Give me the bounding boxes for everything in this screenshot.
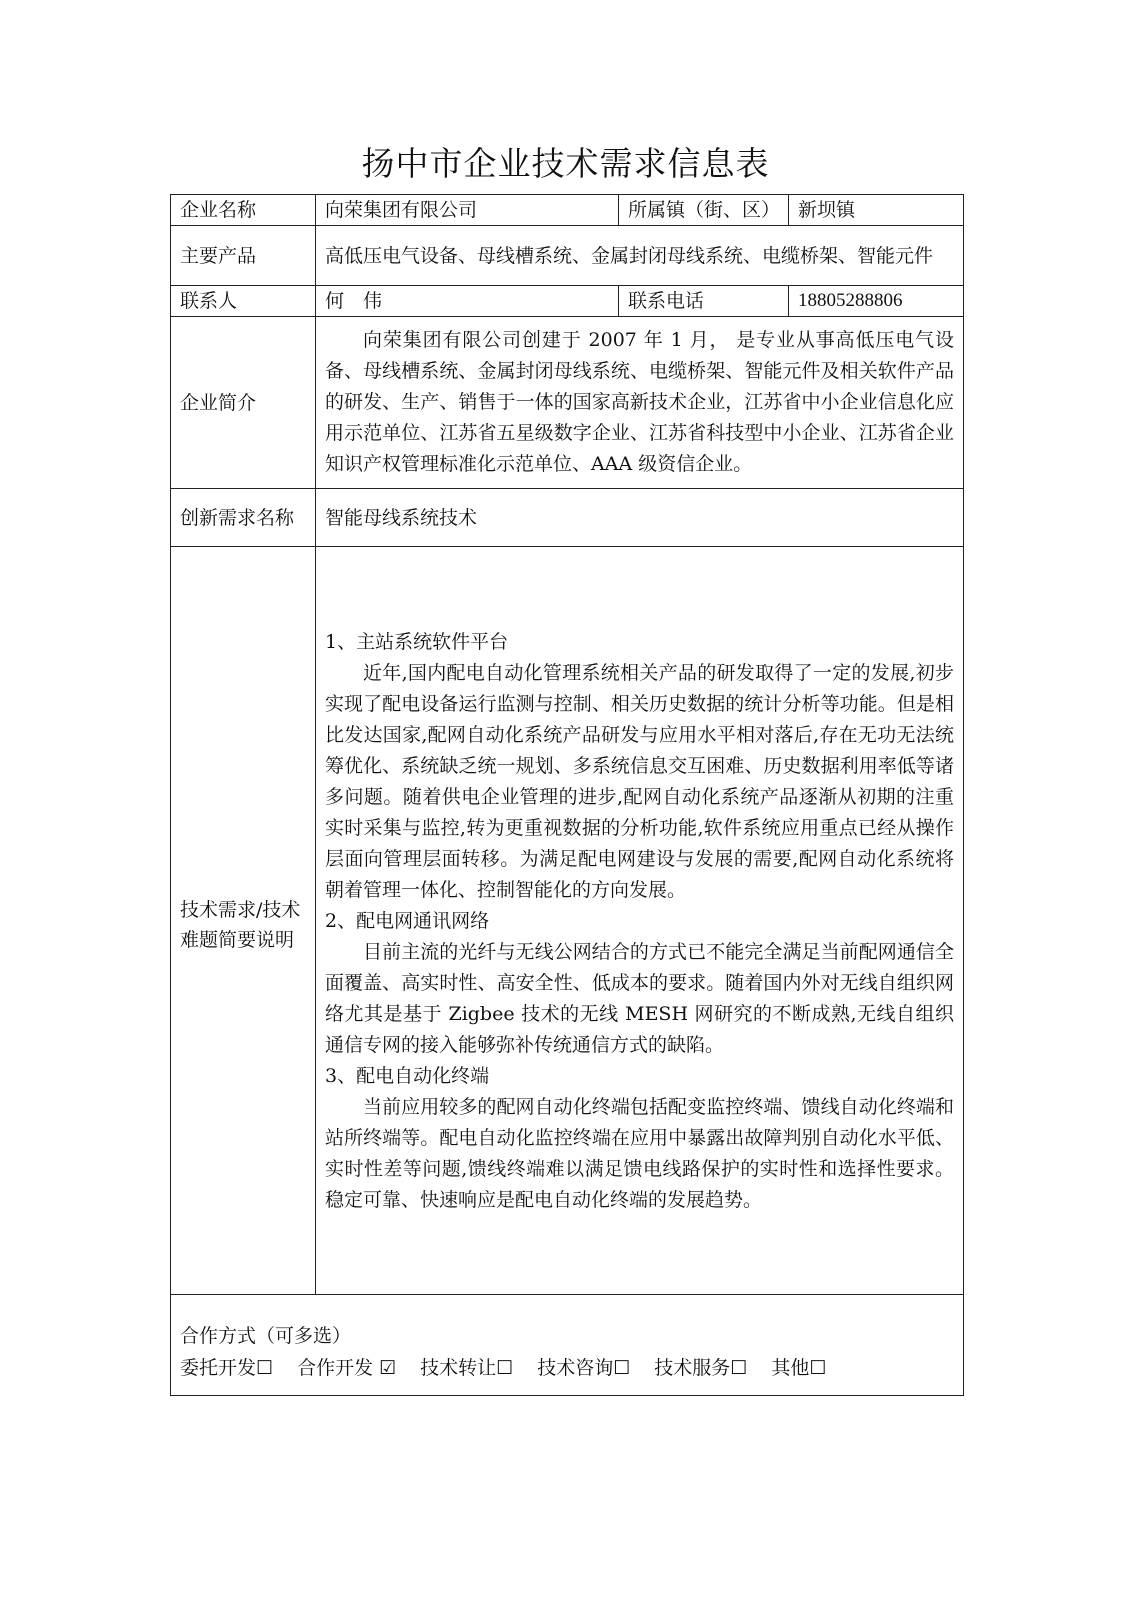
tech-row bbox=[171, 547, 964, 1295]
page-title: 扬中市企业技术需求信息表 bbox=[361, 144, 770, 183]
checkbox-icon[interactable]: ☐ bbox=[730, 1357, 748, 1379]
info-table bbox=[170, 194, 964, 1396]
checkbox-checked-icon[interactable]: ☑ bbox=[379, 1357, 397, 1379]
tech-label: 技术需求/技术难题简要说明 bbox=[171, 547, 316, 1295]
tech-cell bbox=[316, 547, 964, 1295]
contact-phone-label: 联系电话 bbox=[619, 286, 789, 317]
company-name-value: 向荣集团有限公司 bbox=[316, 195, 619, 226]
town-label: 所属镇（街、区） bbox=[619, 195, 789, 226]
option-label: 技术服务 bbox=[654, 1357, 731, 1379]
profile-cell bbox=[316, 317, 964, 489]
profile-text: 向荣集团有限公司创建于 2007 年 1 月， 是专业从事高低压电气设备、母线槽系统、金属封闭母线系统、电缆桥架、智能元件及相关软件产品的研发、生产、销售于一体的国家高新技术企业，江苏省中小企业信息化应用示范单位、江苏省五星级数字企业、江苏省科技型中小企业、江苏省企业知识产权管理标准化示范单位、AAA 级资信企业。 bbox=[325, 329, 954, 475]
demand-name-value: 智能母线系统技术 bbox=[316, 489, 964, 547]
checkbox-icon[interactable]: ☐ bbox=[256, 1357, 274, 1379]
town-value: 新坝镇 bbox=[789, 195, 964, 226]
checkbox-icon[interactable]: ☐ bbox=[613, 1357, 631, 1379]
option-joint-development[interactable] bbox=[297, 1353, 396, 1383]
contact-phone-value: 18805288806 bbox=[789, 286, 964, 317]
cooperation-options bbox=[180, 1353, 954, 1383]
products-row bbox=[171, 226, 964, 286]
company-name-label: 企业名称 bbox=[171, 195, 316, 226]
contact-person-label: 联系人 bbox=[171, 286, 316, 317]
option-label: 合作开发 bbox=[297, 1357, 380, 1379]
cooperation-cell bbox=[171, 1295, 964, 1396]
checkbox-icon[interactable]: ☐ bbox=[809, 1357, 827, 1379]
tech-section-heading: 1、主站系统软件平台 bbox=[325, 631, 509, 653]
company-row bbox=[171, 195, 964, 226]
tech-section-body: 近年,国内配电自动化管理系统相关产品的研发取得了一定的发展,初步实现了配电设备运行监测与控制、相关历史数据的统计分析等功能。但是相比发达国家,配网自动化系统产品研发与应用水平相对落后,存在无功无法统筹优化、系统缺乏统一规划、多系统信息交互困难、历史数据利用率低等诸多问题。随着供电企业管理的进步,配网自动化系统产品逐渐从初期的注重实时采集与监控,转为更重视数据的分析功能,软件系统应用重点已经从操作层面向管理层面转移。为满足配电网建设与发展的需要,配网自动化系统将朝着管理一体化、控制智能化的方向发展。 bbox=[325, 662, 954, 901]
tech-section-body: 当前应用较多的配网自动化终端包括配变监控终端、馈线自动化终端和站所终端等。配电自动化监控终端在应用中暴露出故障判别自动化水平低、实时性差等问题,馈线终端难以满足馈电线路保护的实时性和选择性要求。稳定可靠、快速响应是配电自动化终端的发展趋势。 bbox=[325, 1096, 954, 1211]
profile-label: 企业简介 bbox=[171, 317, 316, 489]
contact-person-value: 何 伟 bbox=[316, 286, 619, 317]
option-entrusted-development[interactable] bbox=[180, 1353, 273, 1383]
option-label: 委托开发 bbox=[180, 1357, 257, 1379]
option-technology-transfer[interactable] bbox=[420, 1353, 513, 1383]
cooperation-row bbox=[171, 1295, 964, 1396]
contact-row bbox=[171, 286, 964, 317]
products-value: 高低压电气设备、母线槽系统、金属封闭母线系统、电缆桥架、智能元件 bbox=[316, 226, 964, 286]
demand-row bbox=[171, 489, 964, 547]
profile-row bbox=[171, 317, 964, 489]
option-label: 技术咨询 bbox=[537, 1357, 614, 1379]
products-label: 主要产品 bbox=[171, 226, 316, 286]
option-technical-consulting[interactable] bbox=[537, 1353, 630, 1383]
option-technical-service[interactable] bbox=[654, 1353, 747, 1383]
checkbox-icon[interactable]: ☐ bbox=[496, 1357, 514, 1379]
demand-name-label: 创新需求名称 bbox=[171, 489, 316, 547]
cooperation-label: 合作方式（可多选） bbox=[180, 1325, 352, 1347]
option-label: 技术转让 bbox=[420, 1357, 497, 1379]
tech-section-heading: 3、配电自动化终端 bbox=[325, 1065, 490, 1087]
tech-section-heading: 2、配电网通讯网络 bbox=[325, 910, 490, 932]
option-other[interactable] bbox=[771, 1353, 826, 1383]
tech-section-body: 目前主流的光纤与无线公网结合的方式已不能完全满足当前配网通信全面覆盖、高实时性、高安全性、低成本的要求。随着国内外对无线自组织网络尤其是基于 Zigbee 技术的无线 MESH 网研究的不断成熟,无线自组织通信专网的接入能够弥补传统通信方式的缺陷。 bbox=[325, 941, 954, 1056]
option-label: 其他 bbox=[771, 1357, 810, 1379]
